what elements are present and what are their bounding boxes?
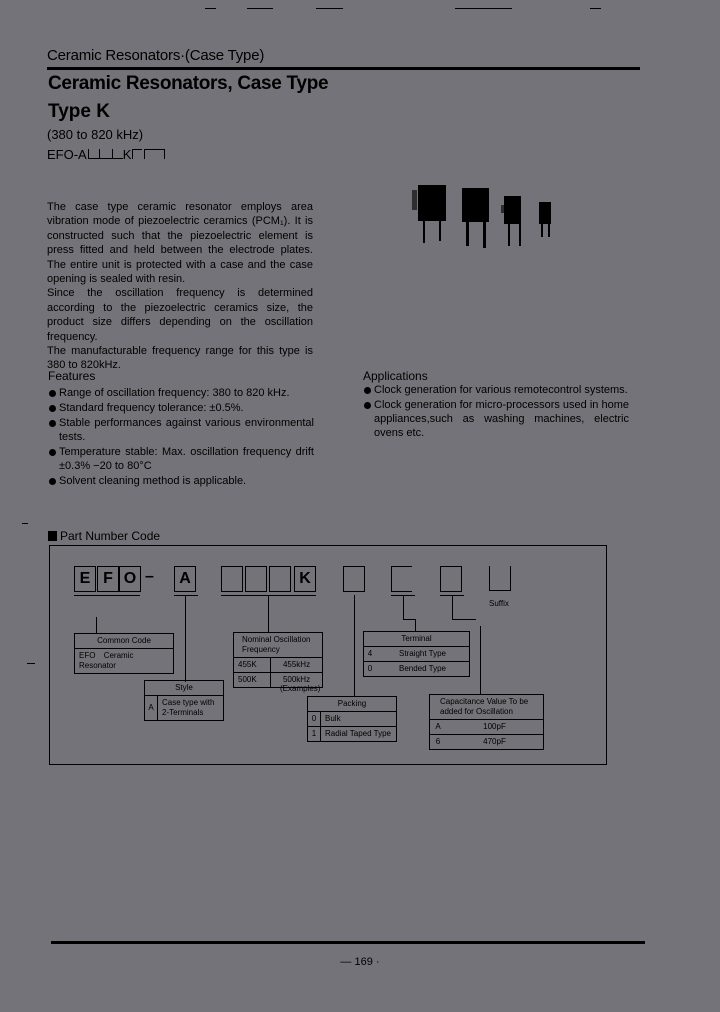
resonator-component-icon — [405, 185, 555, 250]
application-item: Clock generation for micro-processors used in home appliances,such as washing machines, electric ovens etc. — [363, 398, 629, 440]
code-key: 455K — [234, 658, 271, 672]
code-value: Bended Type — [398, 664, 446, 673]
connector-line — [480, 626, 481, 694]
model-code: EFO-A K — [47, 147, 165, 162]
connector-line — [185, 595, 186, 682]
table-row — [364, 662, 469, 676]
code-cell: F — [97, 566, 119, 592]
page-number: — 169 · — [340, 956, 380, 968]
code-cell: E — [74, 566, 96, 592]
part-number-heading-label: Part Number Code — [60, 529, 161, 543]
nominal-frequency-table — [233, 632, 323, 688]
connector-line — [403, 619, 415, 620]
code-key: A — [145, 696, 158, 720]
frequency-cell — [221, 566, 243, 592]
table-title: Nominal Oscillation Frequency — [234, 633, 322, 658]
frequency-cell — [245, 566, 267, 592]
code-dash: – — [145, 568, 154, 585]
scan-mark — [22, 523, 28, 524]
table-row — [234, 658, 322, 673]
table-row — [145, 696, 223, 720]
page-subtitle: Type K — [48, 101, 110, 122]
table-title: Packing — [308, 697, 396, 712]
scan-artifact-line — [590, 8, 601, 9]
applications-heading: Applications — [363, 369, 428, 383]
code-key: 6 — [435, 737, 441, 746]
feature-item: Stable performances against various environmental tests. — [48, 416, 314, 444]
description-paragraph: The manufacturable frequency range for this type is 380 to 820kHz. — [47, 345, 313, 372]
code-value: 470pF — [483, 737, 506, 746]
table-row — [308, 727, 396, 741]
code-value: Bulk — [325, 714, 341, 723]
connector-line — [354, 595, 355, 696]
part-number-diagram — [49, 545, 607, 765]
connector-line — [452, 619, 476, 620]
connector-line — [268, 595, 269, 632]
scan-artifact-line — [205, 8, 216, 9]
features-list — [48, 386, 314, 489]
code-key: 0 — [367, 664, 373, 673]
code-cell: O — [119, 566, 141, 592]
table-title: Terminal — [364, 632, 469, 647]
table-row — [308, 712, 396, 727]
code-key: A — [435, 722, 441, 731]
scan-artifact-line — [247, 8, 273, 9]
terminal-cell — [391, 566, 412, 592]
scan-artifact-line — [455, 8, 512, 9]
description-paragraph: The case type ceramic resonator employs area vibration mode of piezoelectric ceramics (PCM₁). It is constructed such that the piezoelectric element is press fitted and held between the electrode plates. The entire unit is protected with a case and the case opening is sealed with resin. — [47, 201, 313, 286]
common-code-table — [74, 633, 174, 674]
code-key: EFO — [79, 651, 96, 660]
connector-line — [174, 595, 198, 596]
packing-table — [307, 696, 397, 742]
table-row — [75, 649, 173, 673]
features-heading: Features — [48, 369, 96, 383]
packing-cell — [343, 566, 365, 592]
footer-rule — [51, 941, 645, 944]
capacitance-table — [429, 694, 544, 750]
connector-line — [415, 619, 416, 631]
square-bullet-icon — [48, 531, 57, 541]
part-number-heading — [48, 529, 160, 543]
page-title: Ceramic Resonators, Case Type — [48, 73, 329, 94]
code-value: 455kHz — [282, 660, 311, 669]
terminal-table — [363, 631, 470, 677]
code-key: 0 — [308, 712, 321, 726]
table-row — [364, 647, 469, 662]
code-value: Ceramic Resonator — [79, 651, 134, 670]
table-row — [430, 735, 543, 749]
code-value: Case type with 2-Terminals — [162, 698, 215, 717]
suffix-label: Suffix — [489, 599, 509, 608]
feature-item: Solvent cleaning method is applicable. — [48, 474, 314, 488]
code-key: 1 — [308, 727, 321, 741]
feature-item: Standard frequency tolerance: ±0.5%. — [48, 401, 314, 415]
feature-item: Range of oscillation frequency: 380 to 820 kHz. — [48, 386, 314, 400]
capacitance-cell — [440, 566, 462, 592]
code-cell: K — [294, 566, 316, 592]
code-cell: A — [174, 566, 196, 592]
description — [47, 200, 313, 373]
code-value: Radial Taped Type — [325, 729, 391, 738]
code-key: 500K — [234, 673, 271, 687]
table-title: Style — [145, 681, 223, 696]
frequency-cell — [269, 566, 291, 592]
scan-mark — [27, 663, 35, 664]
code-value: Straight Type — [399, 649, 446, 658]
scan-artifact-line — [316, 8, 343, 9]
code-value: 100pF — [483, 722, 506, 731]
connector-line — [452, 595, 453, 619]
feature-item: Temperature stable: Max. oscillation frequency drift ±0.3% −20 to 80°C — [48, 445, 314, 473]
suffix-cell — [489, 566, 511, 591]
connector-line — [403, 595, 404, 619]
connector-line — [74, 595, 140, 596]
table-row — [430, 720, 543, 735]
application-item: Clock generation for various remotecontrol systems. — [363, 383, 629, 397]
header-rule — [47, 67, 640, 70]
code-key: 4 — [367, 649, 373, 658]
connector-line — [96, 617, 97, 633]
examples-note: (Examples) — [280, 684, 321, 693]
table-title: Capacitance Value To be added for Oscillation — [430, 695, 543, 720]
table-title: Common Code — [75, 634, 173, 649]
code-value: 500kHz — [282, 675, 311, 684]
frequency-range: (380 to 820 kHz) — [47, 127, 144, 142]
applications-list — [363, 383, 629, 441]
section-label: Ceramic Resonators·(Case Type) — [47, 47, 265, 64]
description-paragraph: Since the oscillation frequency is determined according to the piezoelectric ceramics size, the product size differs depending on the oscillation frequency. — [47, 287, 313, 343]
style-table — [144, 680, 224, 721]
